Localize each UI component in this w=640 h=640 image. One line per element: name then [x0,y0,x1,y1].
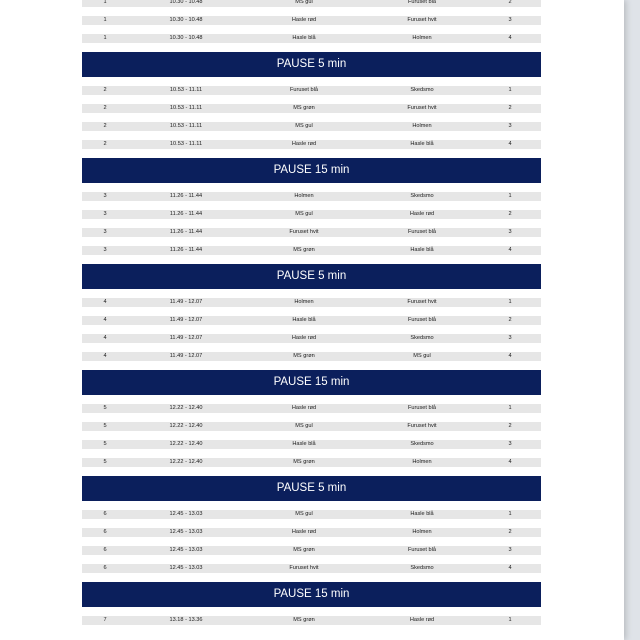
pitch-cell: 4 [508,35,512,41]
round-cell: 5 [103,441,107,447]
away-team-cell: Holmen [412,35,432,41]
round-cell: 3 [103,247,107,253]
pitch-cell: 2 [508,0,512,5]
time-cell: 11.49 - 12.07 [169,353,203,359]
round-cell: 3 [103,229,107,235]
home-team-cell: Hasle blå [292,441,316,447]
match-row [82,352,541,361]
away-team-cell: Furuset blå [408,547,436,553]
round-cell: 4 [103,353,107,359]
pitch-cell: 4 [508,353,512,359]
time-cell: 11.49 - 12.07 [169,299,203,305]
round-cell: 4 [103,299,107,305]
home-team-cell: Hasle rød [291,335,317,341]
home-team-cell: Hasle rød [291,141,317,147]
away-team-cell: Holmen [412,123,432,129]
time-cell: 12.22 - 12.40 [169,405,203,411]
match-row [82,104,541,113]
match-row [82,334,541,343]
round-cell: 6 [103,547,107,553]
time-cell: 11.26 - 11.44 [169,193,203,199]
home-team-cell: Hasle rød [291,17,317,23]
away-team-cell: Furuset blå [408,229,436,235]
pitch-cell: 2 [508,211,512,217]
pitch-cell: 1 [508,511,512,517]
match-schedule [82,0,541,634]
pitch-cell: 2 [508,529,512,535]
home-team-cell: Hasle blå [292,35,316,41]
away-team-cell: Hasle blå [410,511,434,517]
home-team-cell: MS gul [295,211,313,217]
away-team-cell: Skedsmo [410,193,434,199]
away-team-cell: Hasle blå [410,141,434,147]
round-cell: 2 [103,87,107,93]
home-team-cell: Furuset hvit [289,229,319,235]
pause-banner: PAUSE 15 min [82,158,541,183]
home-team-cell: Hasle rød [291,529,317,535]
pause-banner: PAUSE 5 min [82,52,541,77]
pitch-cell: 1 [508,299,512,305]
away-team-cell: Skedsmo [410,335,434,341]
round-cell: 5 [103,459,107,465]
time-cell: 11.26 - 11.44 [169,229,203,235]
time-cell: 12.45 - 13.03 [169,529,203,535]
pitch-cell: 4 [508,247,512,253]
match-row [82,140,541,149]
time-cell: 12.22 - 12.40 [169,459,203,465]
match-row [82,246,541,255]
away-team-cell: Hasle rød [409,617,435,623]
away-team-cell: Furuset hvit [407,299,437,305]
pitch-cell: 3 [508,17,512,23]
away-team-cell: Furuset blå [408,405,436,411]
away-team-cell: Furuset hvit [407,105,437,111]
match-row [82,616,541,625]
round-cell: 3 [103,211,107,217]
match-row [82,192,541,201]
time-cell: 10.53 - 11.11 [169,123,203,129]
pause-banner: PAUSE 5 min [82,264,541,289]
pause-banner: PAUSE 5 min [82,476,541,501]
round-cell: 2 [103,105,107,111]
home-team-cell: Furuset hvit [289,565,319,571]
home-team-cell: Hasle blå [292,317,316,323]
round-cell: 2 [103,141,107,147]
home-team-cell: MS gul [295,123,313,129]
away-team-cell: Hasle rød [409,211,435,217]
home-team-cell: Hasle rød [291,405,317,411]
pitch-cell: 4 [508,459,512,465]
match-row [82,0,541,7]
match-row [82,316,541,325]
match-row [82,404,541,413]
round-cell: 5 [103,423,107,429]
match-row [82,228,541,237]
round-cell: 6 [103,565,107,571]
home-team-cell: MS grøn [293,617,315,623]
match-row [82,34,541,43]
round-cell: 1 [103,35,107,41]
home-team-cell: MS gul [295,0,313,5]
time-cell: 10.53 - 11.11 [169,141,203,147]
match-row [82,510,541,519]
time-cell: 10.30 - 10.48 [169,35,203,41]
time-cell: 12.22 - 12.40 [169,423,203,429]
time-cell: 12.45 - 13.03 [169,547,203,553]
round-cell: 3 [103,193,107,199]
pause-banner: PAUSE 15 min [82,582,541,607]
match-row [82,86,541,95]
home-team-cell: MS grøn [293,105,315,111]
away-team-cell: MS gul [413,353,431,359]
match-row [82,298,541,307]
home-team-cell: MS grøn [293,459,315,465]
home-team-cell: Holmen [294,193,314,199]
round-cell: 1 [103,17,107,23]
time-cell: 10.53 - 11.11 [169,105,203,111]
time-cell: 11.49 - 12.07 [169,335,203,341]
away-team-cell: Furuset blå [408,317,436,323]
pitch-cell: 3 [508,229,512,235]
match-row [82,458,541,467]
home-team-cell: Holmen [294,299,314,305]
home-team-cell: MS grøn [293,353,315,359]
away-team-cell: Holmen [412,529,432,535]
home-team-cell: MS gul [295,511,313,517]
pitch-cell: 2 [508,317,512,323]
away-team-cell: Skedsmo [410,565,434,571]
round-cell: 6 [103,529,107,535]
round-cell: 6 [103,511,107,517]
time-cell: 13.18 - 13.36 [169,617,203,623]
time-cell: 12.45 - 13.03 [169,511,203,517]
match-row [82,122,541,131]
away-team-cell: Furuset blå [408,0,436,5]
match-row [82,440,541,449]
away-team-cell: Holmen [412,459,432,465]
time-cell: 10.53 - 11.11 [169,87,203,93]
round-cell: 4 [103,317,107,323]
away-team-cell: Skedsmo [410,441,434,447]
pitch-cell: 1 [508,617,512,623]
time-cell: 12.22 - 12.40 [169,441,203,447]
pitch-cell: 4 [508,141,512,147]
match-row [82,210,541,219]
round-cell: 2 [103,123,107,129]
away-team-cell: Hasle blå [410,247,434,253]
time-cell: 11.26 - 11.44 [169,211,203,217]
round-cell: 4 [103,335,107,341]
pitch-cell: 3 [508,335,512,341]
home-team-cell: MS grøn [293,547,315,553]
home-team-cell: MS gul [295,423,313,429]
pitch-cell: 3 [508,441,512,447]
round-cell: 7 [103,617,107,623]
pitch-cell: 3 [508,123,512,129]
time-cell: 10.30 - 10.48 [169,17,203,23]
round-cell: 5 [103,405,107,411]
match-row [82,422,541,431]
match-row [82,546,541,555]
pause-banner: PAUSE 15 min [82,370,541,395]
time-cell: 12.45 - 13.03 [169,565,203,571]
pitch-cell: 2 [508,423,512,429]
pitch-cell: 4 [508,565,512,571]
away-team-cell: Furuset hvit [407,423,437,429]
away-team-cell: Skedsmo [410,87,434,93]
away-team-cell: Furuset hvit [407,17,437,23]
match-row [82,528,541,537]
round-cell: 1 [103,0,107,5]
home-team-cell: Furuset blå [290,87,318,93]
pitch-cell: 1 [508,405,512,411]
match-row [82,564,541,573]
match-row [82,16,541,25]
time-cell: 11.26 - 11.44 [169,247,203,253]
time-cell: 11.49 - 12.07 [169,317,203,323]
pitch-cell: 1 [508,193,512,199]
time-cell: 10.30 - 10.48 [169,0,203,5]
pitch-cell: 3 [508,547,512,553]
pitch-cell: 2 [508,105,512,111]
home-team-cell: MS grøn [293,247,315,253]
pitch-cell: 1 [508,87,512,93]
